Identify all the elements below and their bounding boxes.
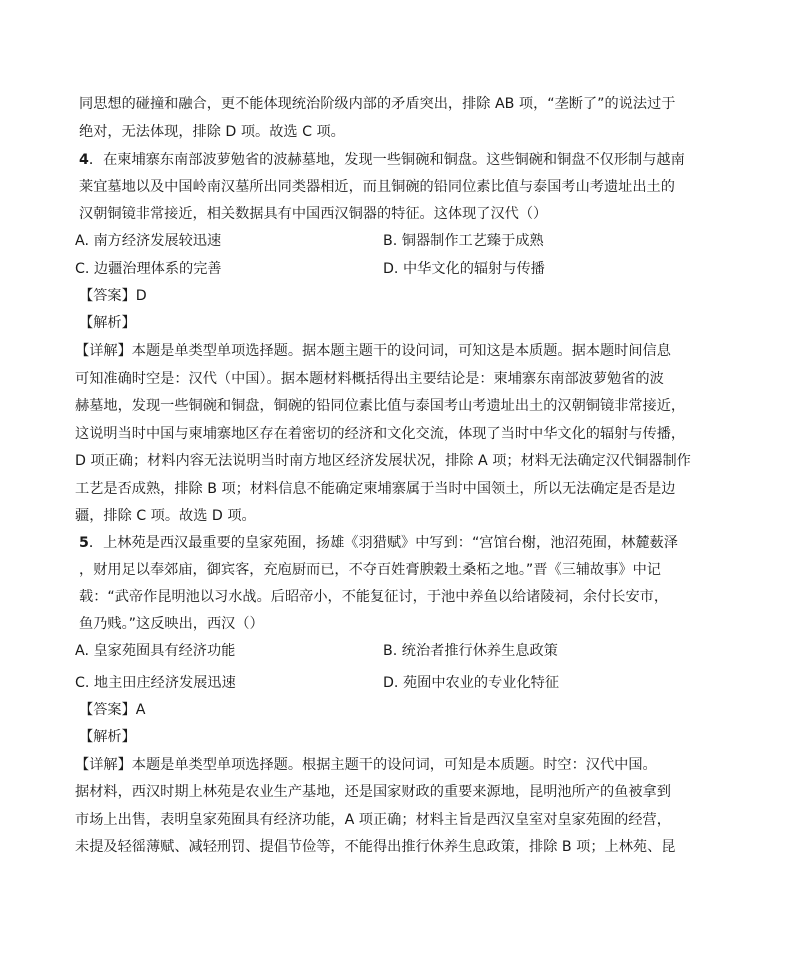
detail-line: 【详解】本题是单类型单项选择题。据本题主题干的设问词，可知这是本质题。据本题时间信息 [75,343,671,359]
analysis-label: 【解析】 [79,729,136,745]
question-5-stem-line [79,530,678,558]
question-stem-text: ．在柬埔寨东南部波萝勉省的波赫墓地，发现一些铜碗和铜盘。这些铜碗和铜盘不仅形制与越南 [88,152,685,168]
answer-line [79,697,145,725]
question-4-stem-line: 莱宜墓地以及中国岭南汉墓所出同类器相近，而且铜碗的铅同位素比值与泰国考山考遗址出土的 [79,179,675,195]
detail-line: 【详解】本题是单类型单项选择题。根据主题干的设问词，可知是本质题。时空：汉代中国。 [75,757,657,773]
option-b: B. 铜器制作工艺臻于成熟 [383,233,544,249]
question-stem-text: ．上林苑是西汉最重要的皇家苑囿，扬雄《羽猎赋》中写到：“宫馆台榭，池沼苑囿，林麓薮泽 [88,535,678,551]
analysis-label: 【解析】 [79,315,136,331]
option-c: C. 地主田庄经济发展迅速 [75,675,236,691]
answer-label: 【答案】 [79,288,136,304]
detail-line: 这说明当时中国与柬埔寨地区存在着密切的经济和文化交流，体现了当时中华文化的辐射与传播， [75,426,686,442]
option-d: D. 苑囿中农业的专业化特征 [383,675,560,691]
option-d: D. 中华文化的辐射与传播 [383,261,545,277]
detail-line: 市场上出售，表明皇家苑囿具有经济功能，A 项正确；材料主旨是西汉皇室对皇家苑囿的经营， [75,812,671,828]
answer-label: 【答案】 [79,702,136,718]
detail-line: 未提及轻徭薄赋、减轻刑罚、提倡节俭等，不能得出推行休养生息政策，排除 B 项；上林苑、昆 [75,839,676,855]
detail-line: 可知准确时空是：汉代（中国）。据本题材料概括得出主要结论是：柬埔寨东南部波萝勉省的波 [75,371,664,387]
question-5-stem-line: 鱼乃贱。”这反映出，西汉（） [79,616,264,632]
option-a: A. 南方经济发展较迅速 [75,233,222,249]
answer-value: A [135,702,146,718]
question-5-stem-line: ，财用足以奉郊庙，御宾客，充庖厨而已，不夺百姓膏腴穀土桑柘之地。”晋《三辅故事》中记 [79,562,661,578]
question-5-stem-line: 载：“武帝作昆明池以习水战。后昭帝小，不能复征讨，于池中养鱼以给诸陵祠，余付长安市， [79,589,669,605]
detail-line: 工艺是否成熟，排除 B 项；材料信息不能确定柬埔寨属于当时中国领土，所以无法确定是否是边 [75,481,676,497]
detail-line: D 项正确；材料内容无法说明当时南方地区经济发展状况，排除 A 项；材料无法确定汉代铜器制作 [75,453,691,469]
option-c: C. 边疆治理体系的完善 [75,261,222,277]
option-b: B. 统治者推行休养生息政策 [383,643,558,659]
paragraph-line: 同思想的碰撞和融合，更不能体现统治阶级内部的矛盾突出，排除 AB 项，“垄断了”的说法过于 [79,96,676,112]
paragraph-line: 绝对，无法体现，排除 D 项。故选 C 项。 [79,124,345,140]
detail-line: 疆，排除 C 项。故选 D 项。 [75,508,256,524]
question-number: 4 [79,152,89,168]
question-4-stem-line: 汉朝铜镜非常接近，相关数据具有中国西汉铜器的特征。这体现了汉代（） [79,206,548,222]
question-number: 5 [79,535,89,551]
answer-line [79,283,147,311]
question-4-stem-line [79,147,685,175]
answer-value: D [135,288,147,304]
detail-line: 据材料，西汉时期上林苑是农业生产基地，还是国家财政的重要来源地，昆明池所产的鱼被拿到 [75,784,671,800]
option-a: A. 皇家苑囿具有经济功能 [75,643,236,659]
detail-line: 赫墓地，发现一些铜碗和铜盘，铜碗的铅同位素比值与泰国考山考遗址出土的汉朝铜镜非常接近， [75,398,686,414]
